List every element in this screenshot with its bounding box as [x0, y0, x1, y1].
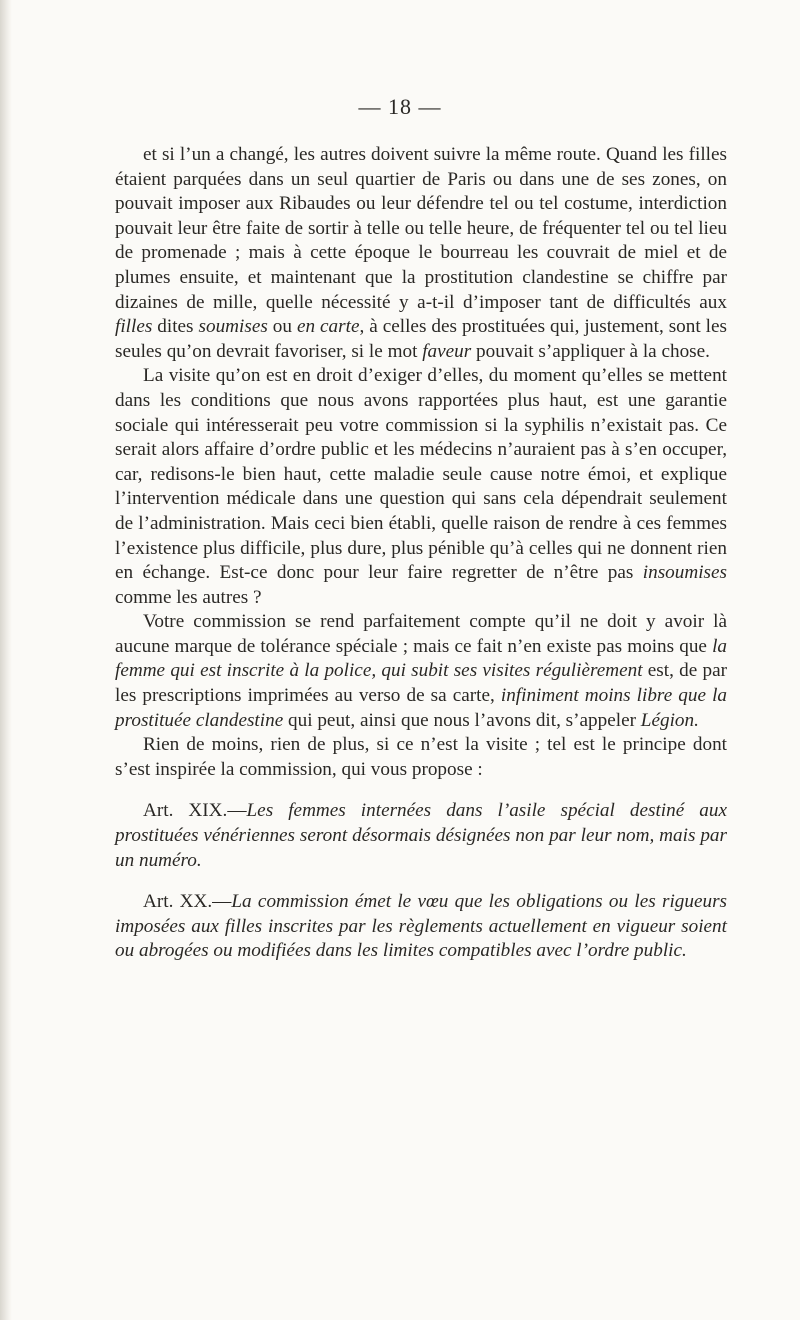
- text-segment: Votre commission se rend parfaitement compte qu’il ne doit y avoir là aucune marque de tolérance spéciale ; mais ce fait n’en existe pas moins que: [115, 611, 727, 657]
- italic-segment: la femme qui est inscrite à la police, qui subit ses visites régulièrement: [115, 635, 727, 682]
- paragraph-2: [115, 364, 727, 610]
- text-segment: La visite qu’on est en droit d’exiger d’elles, du moment qu’elles se mettent dans les conditions que nous avons rapportées plus haut, est une garantie sociale qui intéresserait peu votre commission si la syphilis n’existait pas. Ce serait alors affaire d’ordre public et les médecins n’auraient pas à s’en occuper, car, redisons-le bien haut, cette maladie seule cause notre émoi, et explique l’intervention médicale dans une question qui sans cela dépendrait seulement de l’administration. Mais ceci bien établi, quelle raison de rendre à ces femmes l’existence plus difficile, plus dure, plus pénible qu’à celles qui ne donnent rien en échange. Est-ce donc pour leur faire regretter de n’être pas: [115, 365, 727, 584]
- text-segment: pouvait s’appliquer à la chose.: [471, 340, 710, 362]
- article-text: Les femmes internées dans l’asile spécial destiné aux prostituées vénériennes seront désormais désignées non par leur nom, mais par un numéro.: [115, 800, 727, 871]
- article-text: La commission émet le vœu que les obligations ou les rigueurs imposées aux filles inscrites par les règlements actuellement en vigueur soient ou abrogées ou modifiées dans les limites compatibles avec l’ordre public.: [115, 891, 728, 962]
- italic-segment: infiniment moins libre que la prostituée clandestine: [115, 685, 727, 731]
- text-segment: et si l’un a changé, les autres doivent suivre la même route. Quand les filles étaient parquées dans un seul quartier de Paris ou dans une de ses zones, on pouvait imposer aux Ribaudes ou leur défendre tel ou tel costume, interdiction pouvait leur être faite de sortir à telle ou telle heure, de fréquenter tel ou tel lieu de promenade ; mais à cette époque le bourreau les couvrait de miel et de plumes ensuite, et maintenant que la prostitution clandestine se chiffre par dizaines de mille, quelle nécessité y a-t-il d’imposer tant de difficultés aux: [115, 144, 727, 313]
- page-number: — 18 —: [358, 94, 442, 119]
- italic-segment: faveur: [422, 340, 472, 362]
- article-20: [115, 890, 727, 964]
- paragraph-1: [115, 143, 727, 364]
- text-segment: dites: [152, 316, 199, 338]
- text-segment: ou: [267, 316, 297, 338]
- paragraph-3: [115, 610, 727, 733]
- article-label: Art. XX.—: [143, 891, 232, 913]
- italic-segment: en carte: [296, 316, 360, 338]
- article-19: [115, 799, 727, 873]
- text-segment: Rien de moins, rien de plus, si ce n’est la visite ; tel est le principe dont s’est inspirée la commission, qui vous propose :: [115, 734, 727, 780]
- text-segment: comme les autres ?: [115, 586, 262, 608]
- text-segment: , à celles des prostituées qui, justement, sont les seules qu’on devrait favoriser, si le mot: [115, 316, 727, 362]
- paragraph-4: [115, 733, 727, 782]
- italic-segment: filles: [115, 316, 153, 338]
- text-segment: qui peut, ainsi que nous l’avons dit, s’appeler: [283, 709, 641, 731]
- italic-segment: soumises: [198, 316, 268, 338]
- text-segment: est, de par les prescriptions imprimées au verso de sa carte,: [115, 660, 727, 707]
- article-label: Art. XIX.—: [143, 800, 247, 822]
- page-edge-shadow: [0, 0, 12, 1320]
- italic-segment: insoumises: [642, 562, 727, 584]
- italic-segment: Légion.: [640, 709, 699, 731]
- body-text: [115, 143, 727, 964]
